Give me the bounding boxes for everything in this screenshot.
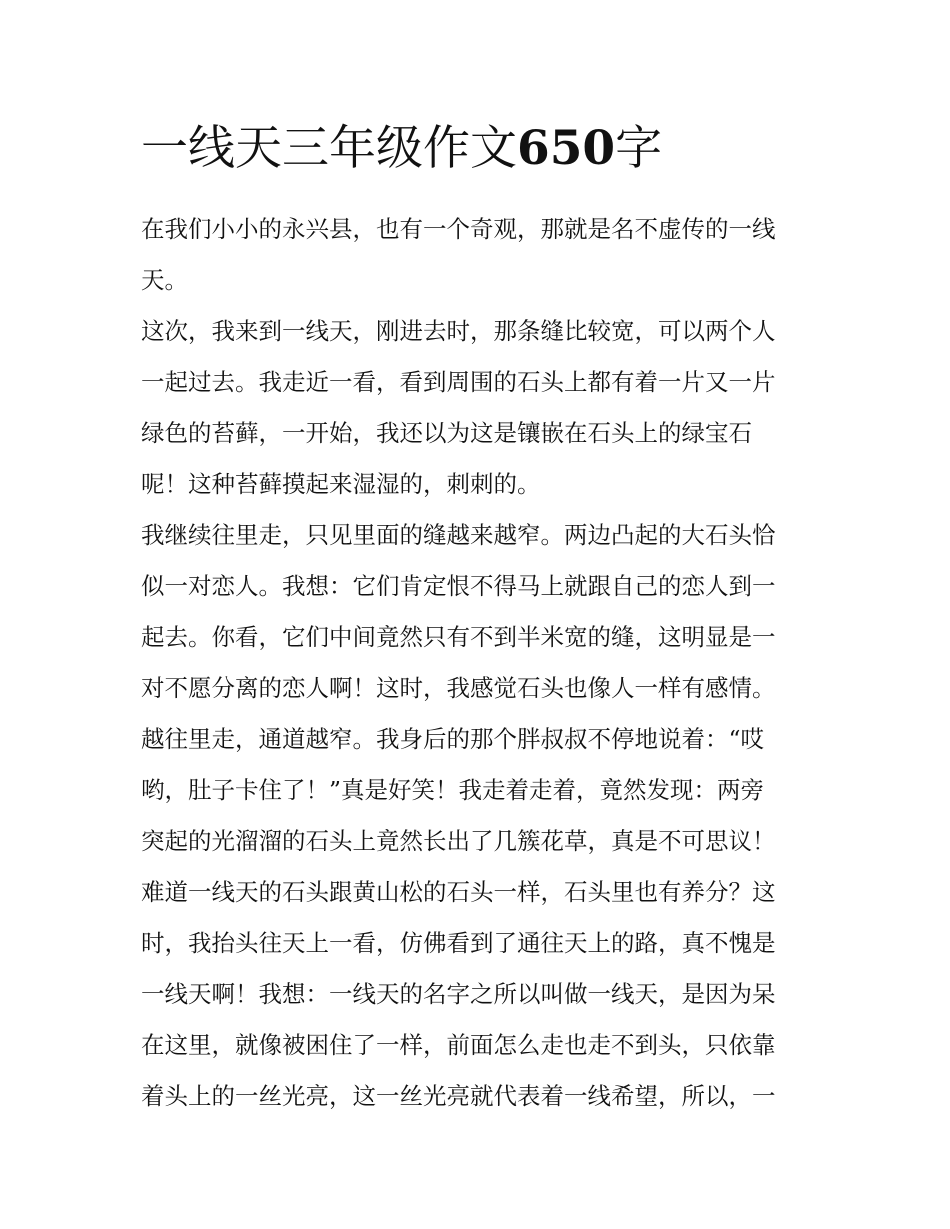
text-line: 哟，肚子卡住了！”真是好笑！我走着走着，竟然发现：两旁 (141, 776, 765, 804)
text-line: 一线天啊！我想：一线天的名字之所以叫做一线天，是因为呆 (141, 980, 776, 1008)
text-line: 绿色的苔藓，一开始，我还以为这是镶嵌在石头上的绿宝石 (141, 419, 752, 447)
text-line: 着头上的一丝光亮，这一丝光亮就代表着一线希望，所以，一 (141, 1082, 776, 1110)
text-line: 在这里，就像被困住了一样，前面怎么走也走不到头，只依靠 (141, 1031, 776, 1059)
text-line: 一起过去。我走近一看，看到周围的石头上都有着一片又一片 (141, 368, 776, 396)
text-line: 在我们小小的永兴县，也有一个奇观，那就是名不虚传的一线 (141, 215, 776, 243)
essay-body (141, 204, 813, 1122)
text-line: 难道一线天的石头跟黄山松的石头一样，石头里也有养分？这 (141, 878, 776, 906)
text-line: 越往里走，通道越窄。我身后的那个胖叔叔不停地说着：“哎 (141, 725, 765, 753)
text-line: 天。 (141, 266, 188, 294)
text-line: 起去。你看，它们中间竟然只有不到半米宽的缝，这明显是一 (141, 623, 776, 651)
title-number: 650 (517, 121, 616, 176)
text-line: 呢！这种苔藓摸起来湿湿的，刺刺的。 (141, 470, 541, 498)
text-line: 时，我抬头往天上一看，仿佛看到了通往天上的路，真不愧是 (141, 929, 776, 957)
text-line: 这次，我来到一线天，刚进去时，那条缝比较宽，可以两个人 (141, 317, 776, 345)
text-line: 突起的光溜溜的石头上竟然长出了几簇花草，真是不可思议！ (141, 827, 776, 855)
document-content (141, 118, 813, 1122)
text-line: 对不愿分离的恋人啊！这时，我感觉石头也像人一样有感情。 (141, 674, 776, 702)
title-prefix: 一线天三年级作文 (141, 121, 517, 176)
text-line: 我继续往里走，只见里面的缝越来越窄。两边凸起的大石头恰 (141, 521, 776, 549)
title-suffix: 字 (615, 121, 663, 176)
document-title (141, 118, 813, 180)
text-line: 似一对恋人。我想：它们肯定恨不得马上就跟自己的恋人到一 (141, 572, 776, 600)
